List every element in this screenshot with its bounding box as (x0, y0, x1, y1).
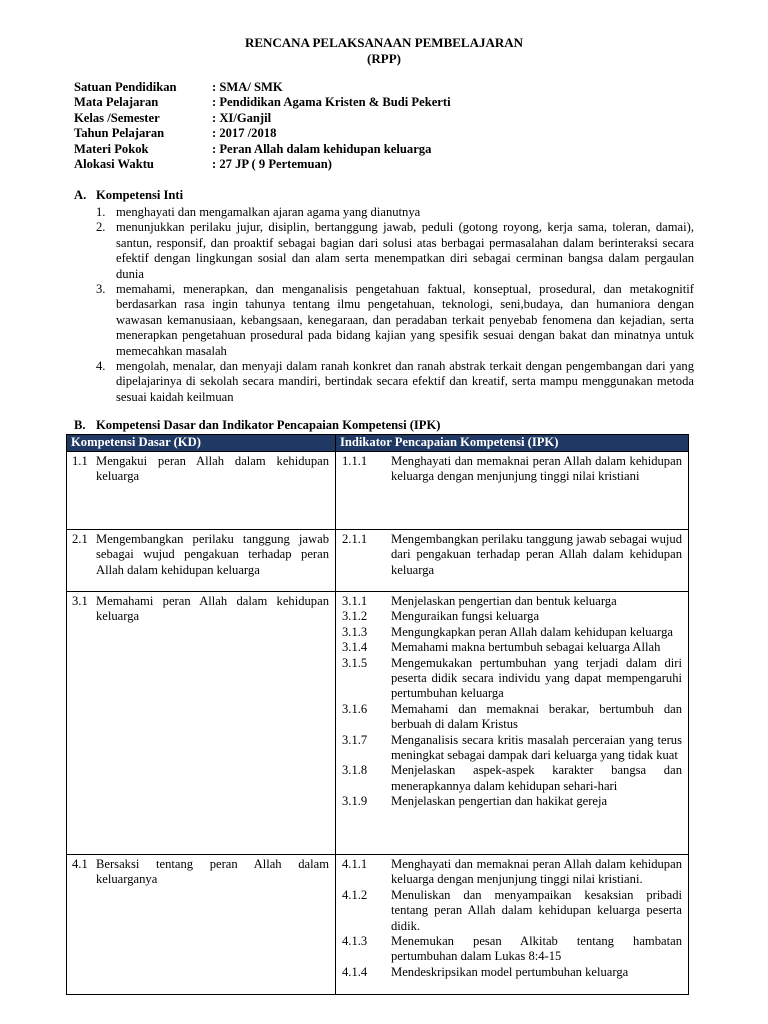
identity-label: Mata Pelajaran (74, 95, 159, 110)
ipk-item (342, 857, 682, 888)
document-title: RENCANA PELAKSANAAN PEMBELAJARAN (244, 35, 524, 50)
column-header-ipk: Indikator Pencapaian Kompetensi (IPK) (336, 435, 689, 452)
identity-label: Satuan Pendidikan (74, 80, 177, 94)
ipk-text: Mengemukakan pertumbuhan yang terjadi dalam diri peserta didik secara individu yang dapat mempengaruhi pertumbuhan keluarga (391, 655, 682, 701)
section-b-marker: B. (74, 418, 86, 432)
section-a-title: Kompetensi Inti (96, 188, 184, 202)
identity-row (74, 126, 451, 141)
identity-value: : 2017 /2018 (212, 126, 277, 141)
identity-label: Kelas /Semester (74, 110, 160, 125)
ipk-cell (336, 530, 689, 592)
identity-label: Materi Pokok (74, 141, 149, 156)
list-item-number: 1. (96, 205, 106, 219)
ipk-number: 3.1.3 (342, 624, 368, 639)
identity-value: : SMA/ SMK (212, 80, 283, 94)
list-item (96, 359, 694, 405)
kd-ipk-table (66, 434, 689, 995)
list-item (96, 220, 694, 282)
ipk-number: 4.1.1 (342, 857, 368, 871)
ipk-number: 4.1.3 (342, 934, 368, 949)
ipk-text: Mengembangkan perilaku tanggung jawab sebagai wujud dari pengakuan terhadap peran Allah dalam kehidupan keluarga (391, 532, 682, 577)
section-a-marker: A. (74, 188, 87, 202)
identity-label: Tahun Pelajaran (74, 126, 165, 141)
identity-row (74, 80, 451, 95)
ipk-text: Mengungkapkan peran Allah dalam kehidupan keluarga (391, 624, 673, 639)
identity-row (74, 95, 451, 110)
ipk-item (342, 702, 682, 733)
ipk-text: Menemukan pesan Alkitab tentang hambatan pertumbuhan dalam Lukas 8:4-15 (391, 934, 682, 964)
kd-number: 2.1 (72, 532, 88, 546)
ipk-number: 4.1.4 (342, 964, 368, 979)
identity-row (74, 157, 451, 172)
identity-block (74, 80, 451, 172)
kd-cell (67, 855, 336, 995)
kd-cell (67, 452, 336, 530)
list-item-number: 3. (96, 282, 106, 297)
identity-row (74, 142, 451, 157)
kd-text: Mengembangkan perilaku tanggung jawab sebagai wujud pengakuan terhadap peran Allah dalam kehidupan keluarga (96, 532, 329, 577)
list-item-number: 4. (96, 359, 106, 374)
ipk-text: Menguraikan fungsi keluarga (391, 609, 540, 624)
ipk-item (342, 794, 682, 809)
table-row (67, 452, 689, 530)
identity-label: Alokasi Waktu (74, 156, 154, 171)
ipk-item (342, 965, 682, 980)
kd-cell (67, 530, 336, 592)
ipk-number: 3.1.7 (342, 732, 368, 747)
ipk-text: Memahami dan memaknai berakar, bertumbuh dan berbuah di dalam Kristus (391, 701, 682, 732)
section-b-title: Kompetensi Dasar dan Indikator Pencapaian Kompetensi (IPK) (96, 418, 441, 432)
ipk-number: 3.1.1 (342, 594, 368, 608)
ipk-item (342, 733, 682, 764)
kd-number: 1.1 (72, 454, 88, 468)
ipk-text: Menjelaskan pengertian dan bentuk keluarga (391, 594, 617, 608)
ipk-cell (336, 452, 689, 530)
ipk-item (342, 763, 682, 794)
ipk-number: 3.1.6 (342, 701, 368, 716)
identity-value: : 27 JP ( 9 Pertemuan) (212, 156, 332, 171)
kd-text: Memahami peran Allah dalam kehidupan keluarga (96, 594, 329, 624)
ipk-item (342, 640, 682, 655)
table-row (67, 855, 689, 995)
table-header-row (67, 435, 689, 452)
identity-value: : XI/Ganjil (212, 110, 272, 125)
identity-row (74, 111, 451, 126)
ipk-text: Memahami makna bertumbuh sebagai keluarga Allah (391, 640, 661, 655)
ipk-item (342, 609, 682, 624)
ipk-number: 3.1.5 (342, 655, 368, 670)
section-a-heading (74, 188, 183, 203)
list-item-text: memahami, menerapkan, dan menganalisis pengetahuan faktual, konseptual, prosedural, dan metakognitif berdasarkan rasa ingin tahunya tentang ilmu pengetahuan, teknologi, seni,budaya, dan humaniora dengan wawasan kemanusiaan, kebangsaan, kenegaraan, dan peradaban terkait penyebab fenomena dan kejadian, serta menerapkan pengetahuan prosedural pada bidang kajian yang spesifik sesuai dengan bakat dan minatnya untuk memecahkan masalah (116, 282, 694, 358)
ipk-item (342, 532, 682, 578)
list-item-number: 2. (96, 220, 106, 235)
ipk-cell (336, 855, 689, 995)
ipk-text: Menganalisis secara kritis masalah perceraian yang terus meningkat sebagai dampak dari keluarga yang tidak kuat (391, 732, 682, 763)
table-row (67, 592, 689, 855)
ipk-text: Menghayati dan memaknai peran Allah dalam kehidupan keluarga dengan menjunjung tinggi nilai kristiani. (391, 857, 682, 887)
kd-cell (67, 592, 336, 855)
ipk-number: 3.1.8 (342, 763, 368, 778)
ipk-text: Menjelaskan pengertian dan hakikat gereja (391, 794, 608, 809)
ipk-item (342, 594, 682, 609)
ipk-cell (336, 592, 689, 855)
ipk-number: 2.1.1 (342, 532, 368, 546)
table-row (67, 530, 689, 592)
kd-number: 3.1 (72, 594, 88, 608)
ipk-item (342, 934, 682, 965)
ipk-item (342, 454, 682, 485)
ipk-text: Menuliskan dan menyampaikan kesaksian pribadi tentang peran Allah dalam kehidupan keluarga peserta didik. (391, 887, 682, 933)
ipk-number: 4.1.2 (342, 887, 368, 902)
kompetensi-inti-list (96, 205, 694, 405)
list-item-text: menunjukkan perilaku jujur, disiplin, bertanggung jawab, peduli (gotong royong, kerja sama, toleran, damai), santun, responsif, dan proaktif sebagai bagian dari solusi atas berbagai permasalahan dalam berinteraksi secara efektif dengan lingkungan sosial dan alam serta menempatkan diri sebagai cerminan bangsa dalam pergaulan dunia (116, 220, 694, 281)
ipk-number: 3.1.4 (342, 640, 368, 655)
ipk-text: Mendeskripsikan model pertumbuhan keluarga (391, 964, 629, 979)
kd-text: Bersaksi tentang peran Allah dalam keluarganya (96, 857, 329, 887)
ipk-text: Menghayati dan memaknai peran Allah dalam kehidupan keluarga dengan menjunjung tinggi nilai kristiani (391, 454, 682, 484)
ipk-text: Menjelaskan aspek-aspek karakter bangsa dan menerapkannya dalam kehidupan sehari-hari (391, 763, 682, 793)
kd-number: 4.1 (72, 857, 88, 871)
ipk-item (342, 656, 682, 702)
list-item (96, 282, 694, 359)
list-item-text: menghayati dan mengamalkan ajaran agama yang dianutnya (116, 205, 421, 219)
ipk-number: 1.1.1 (342, 454, 368, 468)
kd-text: Mengakui peran Allah dalam kehidupan keluarga (96, 454, 329, 484)
ipk-item (342, 888, 682, 934)
identity-value: : Peran Allah dalam kehidupan keluarga (212, 141, 432, 156)
ipk-item (342, 625, 682, 640)
document-subtitle: (RPP) (367, 51, 401, 66)
section-b-heading (74, 418, 441, 433)
list-item-text: mengolah, menalar, dan menyaji dalam ranah konkret dan ranah abstrak terkait dengan pengembangan dari yang dipelajarinya di sekolah secara mandiri, bertindak secara efektif dan kreatif, serta mampu menggunakan metoda sesuai kaidah keilmuan (116, 359, 694, 404)
list-item (96, 205, 694, 220)
identity-value: : Pendidikan Agama Kristen & Budi Pekerti (212, 95, 451, 110)
ipk-number: 3.1.9 (342, 794, 368, 809)
column-header-kd: Kompetensi Dasar (KD) (67, 435, 336, 452)
ipk-number: 3.1.2 (342, 609, 368, 624)
